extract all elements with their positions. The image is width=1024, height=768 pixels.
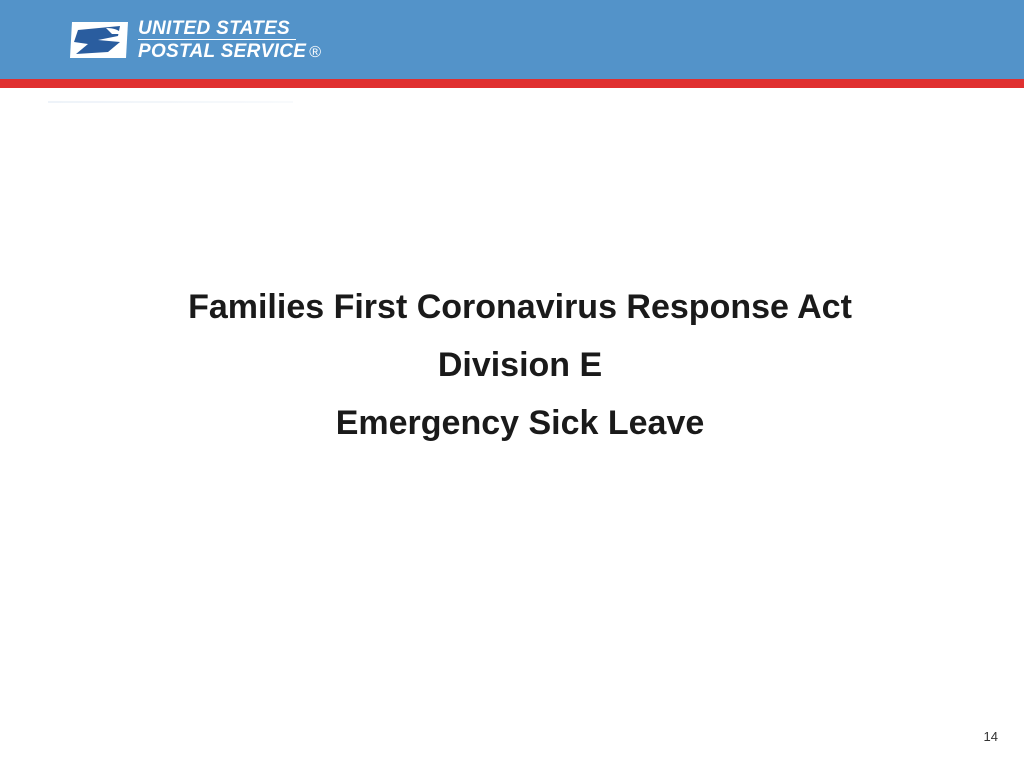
title-line-3: Emergency Sick Leave [335,404,705,442]
eagle-logo-icon [68,18,132,62]
logo-line-united-states: UNITED STATES [138,19,296,40]
header-red-stripe [0,79,1024,88]
decorative-line [48,101,293,103]
slide-title [0,278,1024,452]
title-line-2: Division E [437,346,603,384]
page-number: 14 [983,729,998,744]
usps-logo [68,17,321,63]
logo-wordmark [138,19,321,62]
title-line-1: Families First Coronavirus Response Act [188,288,852,326]
logo-line-postal-service: POSTAL SERVICE ® [138,40,322,62]
registered-mark: ® [309,43,322,61]
